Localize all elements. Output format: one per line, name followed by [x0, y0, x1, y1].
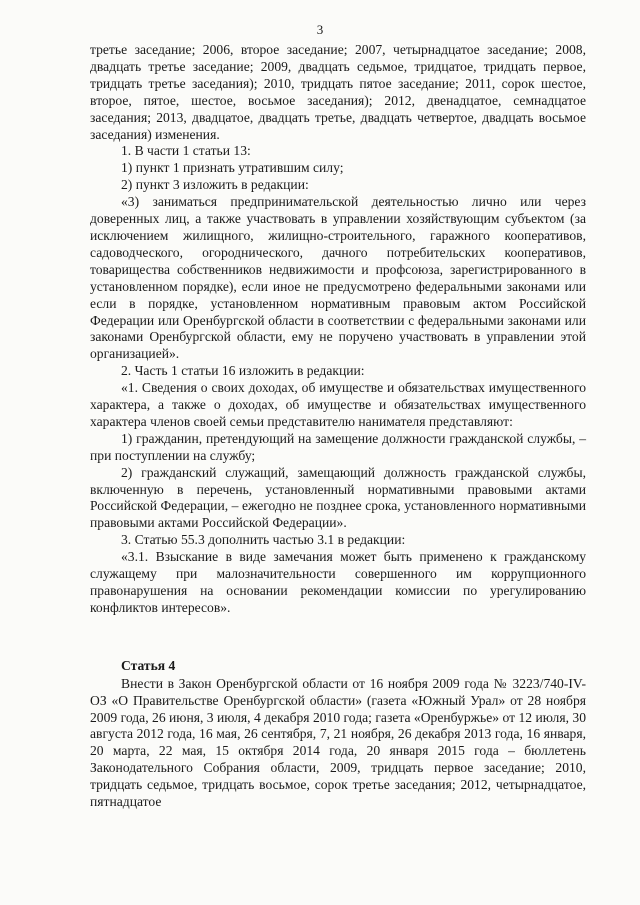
page-number: 3 — [316, 22, 324, 37]
document-body — [90, 42, 586, 811]
paragraph-item: 3. Статью 55.3 дополнить частью 3.1 в редакции: — [121, 532, 406, 548]
paragraph-continuation: третье заседание; 2006, второе заседание; 2007, четырнадцатое заседание; 2008, двадцать третье заседание; 2009, двадцать седьмое, тридцатое, тридцать первое, тридцать третье заседания); 2010, тридцать пятое заседание; 2011, сорок шестое, второе, пятое, шестое, восьмое заседания); 2012, двенадцатое, семнадцатое заседания; 2013, двадцатое, двадцать третье, двадцать четвертое, двадцать восьмое заседания) изменения. — [90, 42, 586, 142]
paragraph-item: 2) гражданский служащий, замещающий должность гражданской службы, включенную в перечень, установленный нормативными правовыми актами Российской Федерации, – ежегодно не позднее срока, установленного нормативными правовыми актами Российской Федерации». — [90, 464, 586, 531]
paragraph-item: 1) пункт 1 признать утратившим силу; — [121, 160, 344, 176]
article-heading: Статья 4 — [121, 657, 176, 673]
paragraph-quote: «3.1. Взыскание в виде замечания может быть применено к гражданскому служащему при малозначительности совершенного им коррупционного правонарушения на основании рекомендации комиссии по урегулированию конфликтов интересов». — [90, 549, 586, 615]
article-paragraph: Внести в Закон Оренбургской области от 16 ноября 2009 года № 3223/740-IV-ОЗ «О Правительстве Оренбургской области» (газета «Южный Урал» от 28 ноября 2009 года, 26 июня, 3 июля, 4 декабря 2010 года; газета «Оренбуржье» от 12 июля, 30 августа 2012 года, 16 мая, 26 сентября, 7, 21 ноября, 26 декабря 2013 года, 16 января, 20 марта, 22 мая, 15 октября 2014 года, 20 января 2015 года – бюллетень Законодательного Собрания области, 2009, тридцать первое заседание; 2010, тридцать седьмое, тридцать восьмое, сорок третье заседания; 2012, четырнадцатое, пятнадцатое — [90, 675, 586, 810]
paragraph-item: 2) пункт 3 изложить в редакции: — [121, 177, 309, 193]
paragraph-quote: «3) заниматься предпринимательской деятельностью лично или через доверенных лиц, а также участвовать в управлении хозяйствующим субъектом (за исключением жилищного, жилищно-строительного, гаражного кооперативов, садоводческого, огороднического, дачного потребительских кооперативов, товарищества собственников недвижимости и профсоюза, зарегистрированного в установленном порядке), если иное не предусмотрено федеральными законами или если в порядке, установленном нормативным правовым актом Российской Федерации или Оренбургской области в соответствии с федеральными законами или законами Оренбургской области, ему не поручено участвовать в управлении этой организацией». — [90, 194, 586, 362]
paragraph-item: 1. В части 1 статьи 13: — [121, 143, 251, 159]
paragraph-item: 1) гражданин, претендующий на замещение должности гражданской службы, – при поступлении на службу; — [90, 430, 586, 463]
paragraph-quote: «1. Сведения о своих доходах, об имуществе и обязательствах имущественного характера, а также о доходах, об имуществе и обязательствах имущественного характера членов своей семьи представителю нанимателя представляют: — [90, 380, 586, 429]
paragraph-item: 2. Часть 1 статьи 16 изложить в редакции: — [121, 363, 365, 379]
